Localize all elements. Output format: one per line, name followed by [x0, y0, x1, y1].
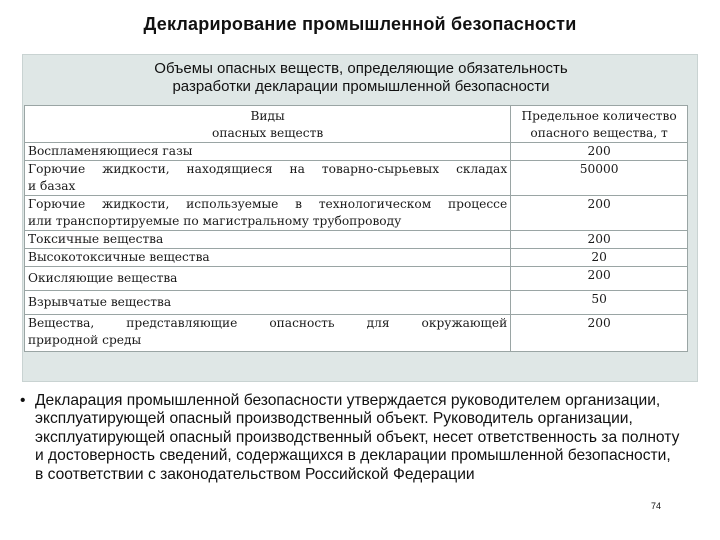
- table-row: [25, 196, 688, 231]
- table-row: [25, 143, 688, 161]
- quantity-cell: 200: [511, 231, 688, 249]
- table-header-row: [25, 106, 688, 143]
- substance-line1: Горючие жидкости, используемые в технологическом процессе: [28, 197, 508, 211]
- substance-cell: Взрывчатые вещества: [25, 291, 511, 315]
- header-substance-line2: опасных веществ: [212, 126, 324, 140]
- bullet-point: [20, 392, 680, 484]
- substance-line1: Горючие жидкости, находящиеся на товарно-сырьевых складах: [28, 162, 508, 176]
- table-row: [25, 161, 688, 196]
- quantity-cell: 20: [511, 249, 688, 267]
- panel-header-line2: разработки декларации промышленной безопасности: [172, 78, 550, 95]
- quantity-cell: 50000: [511, 161, 688, 196]
- substance-line2: и базах: [28, 179, 76, 193]
- table-row: [25, 291, 688, 315]
- bullet-text: Декларация промышленной безопасности утверждается руководителем организации, эксплуатирующей опасный производственный объект. Руководитель организации, эксплуатирующей опасный производственный объект, несет ответственность за полноту и достоверность сведений, содержащихся в декларации промышленной безопасности, в соответствии с законодательством Российской Федерации: [35, 392, 680, 483]
- quantity-cell: 200: [511, 143, 688, 161]
- hazard-threshold-table: [24, 105, 688, 352]
- substance-cell: Высокотоксичные вещества: [25, 249, 511, 267]
- substance-cell: [25, 315, 511, 352]
- substance-cell: Токсичные вещества: [25, 231, 511, 249]
- substance-cell: [25, 161, 511, 196]
- quantity-cell: 200: [511, 315, 688, 352]
- panel-header: [23, 60, 699, 96]
- substance-line2: или транспортируемые по магистральному трубопроводу: [28, 214, 402, 228]
- header-substance-type: [25, 106, 511, 143]
- table-row: [25, 315, 688, 352]
- header-threshold-quantity: [511, 106, 688, 143]
- substance-line2: природной среды: [28, 333, 142, 347]
- page-number: 74: [651, 501, 662, 511]
- header-quantity-line1: Предельное количество: [521, 109, 677, 123]
- substance-cell: Воспламеняющиеся газы: [25, 143, 511, 161]
- table-row: [25, 267, 688, 291]
- slide-title: Декларирование промышленной безопасности: [143, 14, 577, 34]
- substance-cell: [25, 196, 511, 231]
- quantity-cell: 50: [511, 291, 688, 315]
- substance-line1: Вещества, представляющие опасность для окружающей: [28, 316, 508, 330]
- header-substance-line1: Виды: [250, 109, 285, 123]
- quantity-cell: 200: [511, 196, 688, 231]
- bullet-symbol: •: [20, 392, 26, 409]
- quantity-cell: 200: [511, 267, 688, 291]
- substance-cell: Окисляющие вещества: [25, 267, 511, 291]
- panel-header-line1: Объемы опасных веществ, определяющие обязательность: [154, 60, 568, 77]
- header-quantity-line2: опасного вещества, т: [530, 126, 668, 140]
- table-row: [25, 231, 688, 249]
- table-row: [25, 249, 688, 267]
